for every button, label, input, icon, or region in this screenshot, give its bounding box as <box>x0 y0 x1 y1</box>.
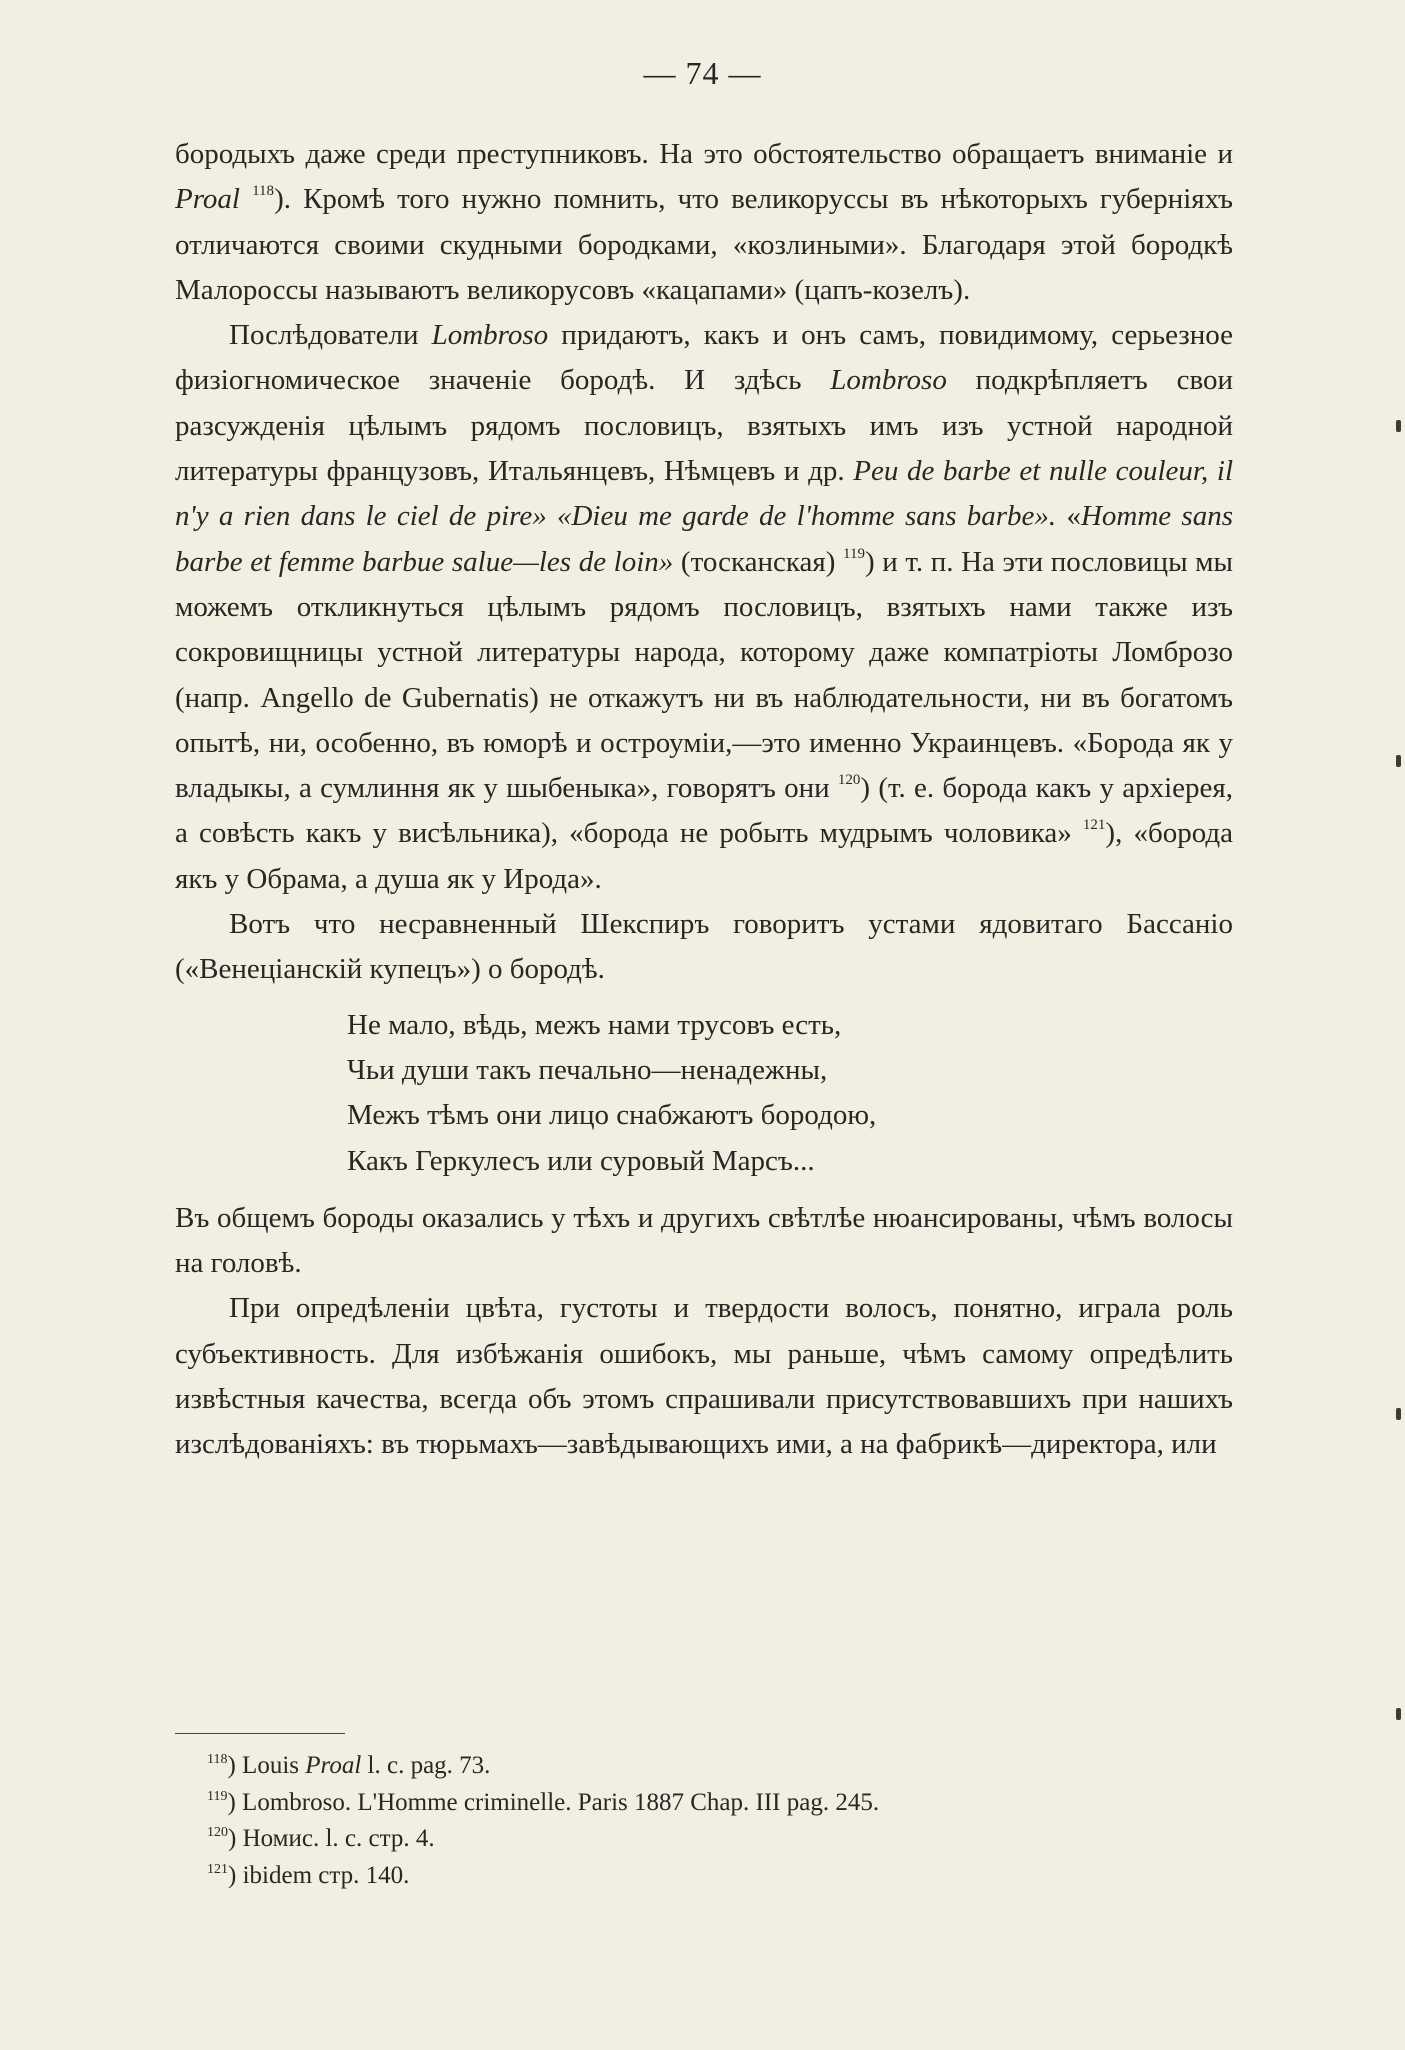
poem-line: Чьи души такъ печально—ненадежны, <box>347 1053 828 1086</box>
footnote-number: 118 <box>207 1752 228 1767</box>
footnote-number: 121 <box>207 1861 228 1877</box>
poem-line: Межъ тѣмъ они лицо снабжаютъ бородою, <box>347 1099 877 1132</box>
margin-mark <box>1396 1408 1401 1420</box>
paragraph <box>175 1196 1233 1287</box>
text-run: ) Lombroso. L'Homme criminelle. Paris 1887 Chap. III pag. 245. <box>227 1788 880 1816</box>
footnote <box>207 1748 1227 1785</box>
footnote <box>207 1821 1227 1858</box>
text-run: ), «борода якъ у Обрама, а душа як у Ирода». <box>175 817 1234 895</box>
text-run: Вотъ что несравненный Шекспиръ говоритъ устами ядовитаго Бассаніо («Венеціанскій купецъ») о бородѣ. <box>175 908 1233 986</box>
italic-text: Peu de barbe et nulle couleur, il n'y a rien dans le ciel de pire» «Dieu me garde de l'homme sans barbe». <box>175 455 1233 533</box>
text-run: l. c. pag. 73. <box>361 1752 491 1779</box>
text-run: (тосканская) <box>673 545 843 578</box>
footnote-reference: 118 <box>252 183 275 200</box>
italic-text: Proal <box>175 183 240 216</box>
footnote-divider <box>175 1733 345 1734</box>
paragraph <box>175 132 1233 313</box>
poem-quote <box>347 1003 1233 1184</box>
text-run: ) Louis <box>227 1752 306 1779</box>
text-run: ) (т. е. борода какъ у архіерея, а совѣсть какъ у висѣльника), «борода не робыть мудрымъ чоловика» <box>175 772 1233 850</box>
text-run: ) ibidem стр. 140. <box>228 1861 410 1889</box>
text-run: ). Кромѣ того нужно помнить, что великоруссы въ нѣкоторыхъ губерніяхъ отличаются своими скудными бородками, «козлиными». Благодаря этой бородкѣ Малороссы называютъ великорусовъ «кацапами» (цапъ-козелъ). <box>175 183 1233 306</box>
paragraph <box>175 1286 1233 1467</box>
italic-text: Lombroso <box>431 319 549 352</box>
text-run: « <box>1056 500 1081 533</box>
margin-mark <box>1396 1708 1401 1720</box>
footnote-reference: 121 <box>1082 817 1106 834</box>
footnote-number: 120 <box>207 1825 228 1840</box>
text-run <box>240 183 252 215</box>
italic-text: Proal <box>305 1752 362 1779</box>
footnotes <box>207 1748 1227 1894</box>
poem-line: Какъ Геркулесъ или суровый Марсъ... <box>347 1144 815 1177</box>
page-number: — 74 — <box>643 55 762 91</box>
margin-mark <box>1396 755 1401 767</box>
text-run: Послѣдователи <box>229 319 432 352</box>
text-run: подкрѣпляетъ свои разсужденія цѣлымъ рядомъ пословицъ, взятыхъ имъ изъ устной народной литературы французовъ, Итальянцевъ, Нѣмцевъ и др. <box>175 364 1234 488</box>
footnote-reference: 119 <box>843 545 865 562</box>
paragraph <box>175 313 1233 902</box>
footnote <box>207 1785 1227 1822</box>
italic-text: Homme sans barbe et femme barbue salue—les de loin» <box>175 500 1233 578</box>
margin-mark <box>1396 420 1401 432</box>
main-text <box>175 132 1233 1468</box>
footnote <box>207 1858 1227 1895</box>
text-run: При опредѣленіи цвѣта, густоты и твердости волосъ, понятно, играла роль субъективность. Для избѣжанія ошибокъ, мы раньше, чѣмъ самому опредѣлить извѣстныя качества, всегда объ этомъ спрашивали присутствовавшихъ при нашихъ изслѣдованіяхъ: въ тюрьмахъ—завѣдывающихъ ими, а на фабрикѣ—директора, или <box>175 1292 1233 1461</box>
text-run: ) Номис. l. c. стр. 4. <box>228 1825 435 1852</box>
footnote-number: 119 <box>207 1788 228 1804</box>
text-run: придаютъ, какъ и онъ самъ, повидимому, серьезное физіогномическое значеніе бородѣ. И здѣсь <box>175 319 1233 397</box>
text-run: ) и т. п. На эти пословицы мы можемъ откликнуться цѣлымъ рядомъ пословицъ, взятыхъ нами также изъ сокровищницы устной литературы народа, которому даже компатріоты Ломброзо (напр. Angello de Gubernatis) не откажутъ ни въ наблюдательности, ни въ богатомъ опытѣ, ни, особенно, въ юморѣ и остроуміи,—это именно Украинцевъ. «Борода як у владыкы, а сумлиння як у шыбеныка», говорятъ они <box>175 545 1233 805</box>
text-run: бородыхъ даже среди преступниковъ. На это обстоятельство обращаетъ вниманіе и <box>175 138 1233 170</box>
poem-line: Не мало, вѣдь, межъ нами трусовъ есть, <box>347 1008 842 1041</box>
footnote-reference: 120 <box>837 772 861 789</box>
text-run: Въ общемъ бороды оказались у тѣхъ и другихъ свѣтлѣе нюансированы, чѣмъ волосы на головѣ. <box>175 1201 1233 1280</box>
italic-text: Lombroso <box>830 364 947 397</box>
paragraph <box>175 902 1233 993</box>
